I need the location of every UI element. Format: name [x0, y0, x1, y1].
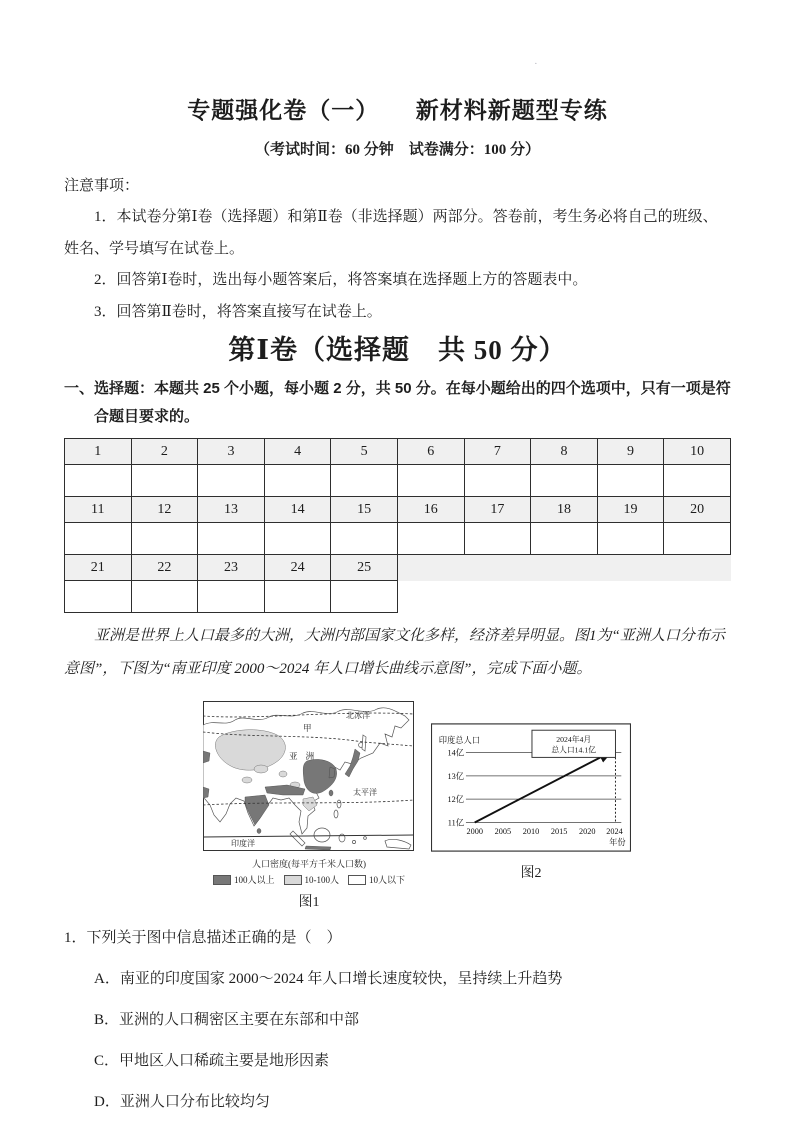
density-dense-korea — [329, 767, 335, 778]
figure2-population-chart — [431, 723, 631, 882]
answer-number-cell: 13 — [198, 497, 265, 523]
answer-blank-cell — [397, 465, 464, 497]
ghost-cell — [464, 581, 531, 613]
borneo-island — [314, 828, 330, 842]
answer-number-cell: 4 — [264, 439, 331, 465]
legend-label-dense: 100人以上 — [233, 875, 275, 885]
density-mid-patch — [254, 765, 268, 773]
answer-number-cell: 19 — [597, 497, 664, 523]
sakhalin-island — [362, 735, 366, 751]
question-1-option-b: B．亚洲的人口稠密区主要在东部和中部 — [94, 1012, 360, 1028]
legend-item-dense — [213, 873, 275, 886]
answer-blank-cell — [397, 523, 464, 555]
answer-table — [64, 438, 731, 613]
answer-blank-cell — [264, 523, 331, 555]
question-1-stem: 1．下列关于图中信息描述正确的是（ ） — [64, 930, 342, 946]
answer-blank-cell — [131, 465, 198, 497]
legend-item-mid — [284, 873, 340, 886]
answer-number-cell: 16 — [397, 497, 464, 523]
map-label-jia: 甲 — [303, 723, 312, 733]
asia-population-map — [203, 701, 414, 851]
notice-item-1: 1．本试卷分第Ⅰ卷（选择题）和第Ⅱ卷（非选择题）两部分。答卷前，考生务必将自己的班级、姓名、学号填写在试卷上。 — [64, 209, 718, 257]
map-label-arctic-ocean: 北冰洋 — [346, 711, 370, 720]
ghost-cell — [531, 581, 598, 613]
answer-number-cell: 14 — [264, 497, 331, 523]
figure1-caption: 图1 — [298, 895, 320, 910]
section-instruction: 一、选择题：本题共 25 个小题，每小题 2 分，共 50 分。在每小题给出的四个选项中，只有一项是符合题目要求的。 — [64, 380, 731, 425]
figure1-asia-map — [203, 701, 415, 911]
taiwan-island — [329, 790, 333, 796]
ghost-cell — [464, 555, 531, 581]
legend-swatch-sparse — [348, 875, 366, 885]
answer-blank-cell — [664, 523, 731, 555]
philippines-island — [334, 810, 338, 818]
answer-table-body — [65, 439, 731, 613]
answer-blank-cell — [198, 523, 265, 555]
answer-blank-cell — [198, 465, 265, 497]
small-island — [352, 840, 355, 843]
answer-blank-cell — [597, 523, 664, 555]
answer-blank-cell — [65, 581, 132, 613]
answer-blank-cell — [331, 465, 398, 497]
answer-blank-cell — [464, 523, 531, 555]
passage-text: 亚洲是世界上人口最多的大洲，大洲内部国家文化多样，经济差异明显。图1为“亚洲人口分布示意图”，下图为“南亚印度 2000～2024 年人口增长曲线示意图”，完成下面小题。 — [64, 628, 725, 677]
answer-number-cell: 23 — [198, 555, 265, 581]
legend-swatch-mid — [284, 875, 302, 885]
legend-label-sparse: 10人以下 — [369, 875, 406, 885]
xtick-2005: 2005 — [494, 827, 512, 837]
notice-item-2: 2．回答第Ⅰ卷时，选出每小题答案后，将答案填在选择题上方的答题表中。 — [94, 272, 588, 288]
map-legend-title: 人口密度(每平方千米人口数) — [252, 859, 366, 869]
legend-item-sparse — [348, 873, 405, 886]
answer-number-cell: 5 — [331, 439, 398, 465]
exam-info-subtitle: （考试时间：60 分钟 试卷满分：100 分） — [254, 142, 540, 158]
notice-item-3: 3．回答第Ⅱ卷时，将答案直接写在试卷上。 — [94, 303, 382, 320]
ytick-11: 11亿 — [447, 818, 465, 828]
answer-blank-cell — [464, 465, 531, 497]
answer-number-cell: 15 — [331, 497, 398, 523]
answer-number-cell: 6 — [397, 439, 464, 465]
answer-number-cell: 12 — [131, 497, 198, 523]
answer-number-cell: 25 — [331, 555, 398, 581]
ytick-14: 14亿 — [447, 748, 465, 758]
annotation-line1: 2024年4月 — [556, 734, 592, 744]
map-legend — [203, 873, 415, 886]
answer-blank-cell — [664, 465, 731, 497]
answer-blank-cell — [131, 581, 198, 613]
annotation-line2: 总人口14.1亿 — [551, 745, 597, 755]
answer-number-cell: 1 — [65, 439, 132, 465]
answer-blank-cell — [331, 581, 398, 613]
ghost-cell — [531, 555, 598, 581]
philippines-island — [337, 800, 341, 808]
map-label-pacific-ocean: 太平洋 — [353, 788, 377, 797]
answer-blank-cell — [264, 465, 331, 497]
small-island — [364, 837, 367, 840]
page-title: 专题强化卷（一） 新材料新题型专练 — [187, 97, 608, 123]
ghost-cell — [397, 581, 464, 613]
answer-blank-cell — [65, 523, 132, 555]
answer-number-cell: 9 — [597, 439, 664, 465]
ytick-13: 13亿 — [447, 771, 465, 781]
answer-number-cell: 8 — [531, 439, 598, 465]
density-mid-patch — [242, 777, 252, 783]
question-1-option-a: A．南亚的印度国家 2000～2024 年人口增长速度较快，呈持续上升趋势 — [94, 971, 563, 987]
ytick-12: 12亿 — [447, 795, 465, 805]
answer-number-cell: 20 — [664, 497, 731, 523]
answer-blank-cell — [531, 523, 598, 555]
question-1-option-d: D．亚洲人口分布比较均匀 — [94, 1094, 270, 1110]
answer-blank-cell — [131, 523, 198, 555]
india-population-line-chart — [431, 723, 631, 852]
answer-blank-cell — [65, 465, 132, 497]
chart-x-axis-title: 年份 — [609, 837, 626, 847]
legend-swatch-dense — [213, 875, 231, 885]
answer-blank-cell — [597, 465, 664, 497]
section-title: 第Ⅰ卷（选择题 共 50 分） — [228, 335, 567, 365]
answer-blank-cell — [331, 523, 398, 555]
legend-label-mid: 10-100人 — [304, 875, 339, 885]
density-dense-west-edge-2 — [203, 787, 209, 798]
answer-number-cell: 10 — [664, 439, 731, 465]
map-label-indian-ocean: 印度洋 — [231, 839, 255, 848]
map-label-asia: 亚 洲 — [289, 751, 318, 761]
answer-blank-cell — [198, 581, 265, 613]
question-1-option-c: C．甲地区人口稀疏主要是地形因素 — [94, 1053, 330, 1069]
sri-lanka-island — [257, 829, 261, 834]
ghost-cell — [397, 555, 464, 581]
answer-number-cell: 7 — [464, 439, 531, 465]
ghost-cell — [664, 581, 731, 613]
answer-number-cell: 24 — [264, 555, 331, 581]
xtick-2000: 2000 — [466, 827, 483, 837]
figures-row — [203, 701, 731, 911]
notice-heading: 注意事项： — [64, 178, 140, 194]
stray-mark: · — [534, 58, 538, 70]
answer-blank-cell — [264, 581, 331, 613]
answer-number-cell: 18 — [531, 497, 598, 523]
answer-blank-cell — [531, 465, 598, 497]
xtick-2024: 2024 — [606, 827, 623, 837]
xtick-2020: 2020 — [579, 827, 596, 837]
answer-number-cell: 21 — [65, 555, 132, 581]
xtick-2010: 2010 — [522, 827, 540, 837]
ghost-cell — [664, 555, 731, 581]
figure2-caption: 图2 — [520, 866, 542, 881]
ghost-cell — [597, 555, 664, 581]
answer-number-cell: 17 — [464, 497, 531, 523]
chart-y-axis-title: 印度总人口 — [438, 735, 481, 745]
answer-number-cell: 3 — [198, 439, 265, 465]
density-mid-patch — [279, 771, 287, 777]
density-dense-west-edge-1 — [203, 751, 210, 763]
answer-number-cell: 22 — [131, 555, 198, 581]
answer-number-cell: 2 — [131, 439, 198, 465]
xtick-2015: 2015 — [550, 827, 568, 837]
ghost-cell — [597, 581, 664, 613]
answer-number-cell: 11 — [65, 497, 132, 523]
